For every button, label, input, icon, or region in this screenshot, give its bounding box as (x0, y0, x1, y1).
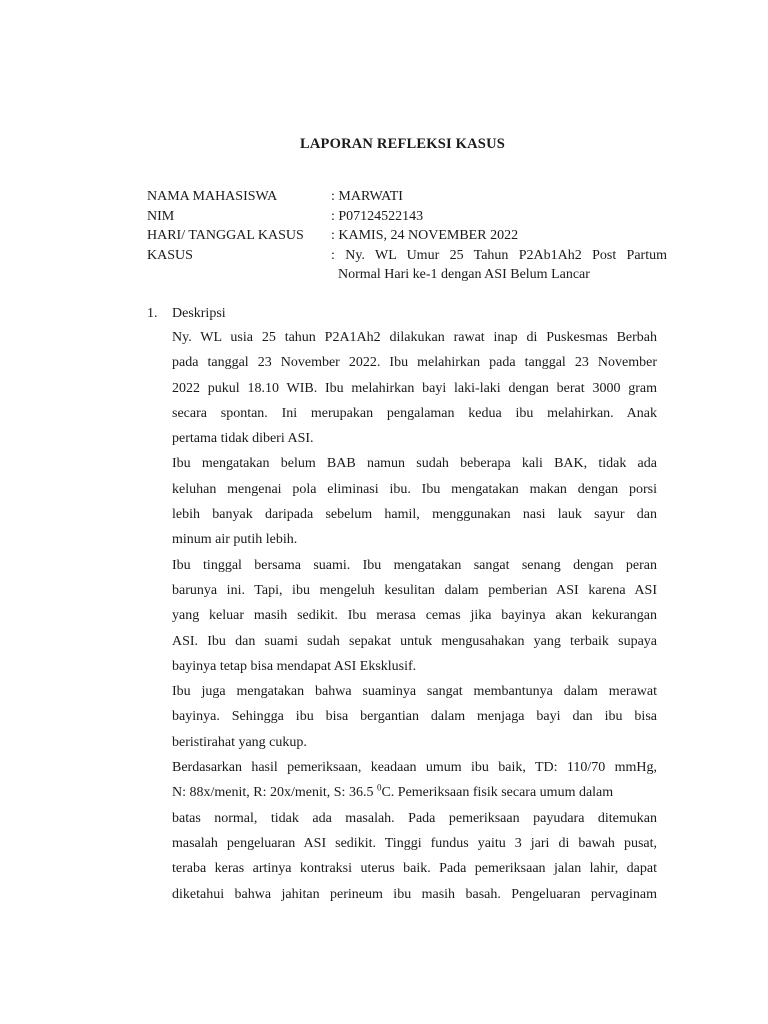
info-value: : P07124522143 (331, 208, 424, 224)
paragraph-line: yang keluar masih sedikit. Ibu merasa cemas jika bayinya akan kekurangan (172, 608, 657, 624)
paragraph-line: barunya ini. Tapi, ibu mengeluh kesulitan dalam pemberian ASI karena ASI (172, 582, 657, 598)
paragraph-line: minum air putih lebih. (172, 532, 298, 548)
info-label: NAMA MAHASISWA (147, 189, 278, 204)
paragraph-line: beristirahat yang cukup. (172, 734, 307, 750)
temperature-rest: C. Pemeriksaan fisik secara umum dalam (381, 785, 614, 801)
paragraph-line: ASI. Ibu dan suami sudah sepakat untuk mengusahakan yang terbaik supaya (172, 633, 657, 649)
paragraph-line: teraba keras artinya kontraksi uterus baik. Pada pemeriksaan jalan lahir, dapat (172, 861, 657, 877)
paragraph-line: bayinya. Sehingga ibu bisa bergantian dalam menjaga bayi dan ibu bisa (172, 709, 657, 725)
info-row-nim (147, 207, 667, 227)
info-label: NIM (147, 208, 175, 224)
info-row-case (147, 246, 667, 266)
paragraph-line: Ibu tinggal bersama suami. Ibu mengatakan sangat senang dengan peran (172, 557, 657, 573)
paragraph-line: Berdasarkan hasil pemeriksaan, keadaan umum ibu baik, TD: 110/70 mmHg, (172, 760, 657, 776)
info-value-continued: Normal Hari ke-1 dengan ASI Belum Lancar (338, 267, 590, 282)
paragraph-line: bayinya tetap bisa mendapat ASI Eksklusif. (172, 658, 417, 674)
degree-superscript: 0 (376, 782, 382, 793)
paragraph-line: 2022 pukul 18.10 WIB. Ibu melahirkan bayi laki-laki dengan berat 3000 gram (172, 380, 657, 396)
info-label: HARI/ TANGGAL KASUS (147, 228, 304, 243)
info-block (147, 187, 667, 285)
section-number: 1. (147, 306, 158, 321)
paragraph-line: Ibu juga mengatakan bahwa suaminya sangat membantunya dalam merawat (172, 684, 657, 700)
paragraph-line: Ny. WL usia 25 tahun P2A1Ah2 dilakukan rawat inap di Puskesmas Berbah (172, 330, 657, 345)
section-body (172, 325, 657, 907)
paragraph-line: keluhan mengenai pola eliminasi ibu. Ibu mengatakan makan dengan porsi (172, 481, 657, 497)
paragraph-line-temperature (172, 780, 657, 805)
paragraph-line: batas normal, tidak ada masalah. Pada pemeriksaan payudara ditemukan (172, 810, 657, 826)
info-value: : Ny. WL Umur 25 Tahun P2Ab1Ah2 Post Partum (331, 247, 667, 263)
document-title: LAPORAN REFLEKSI KASUS (299, 136, 506, 152)
info-row-case-cont (147, 265, 667, 285)
info-value: : KAMIS, 24 NOVEMBER 2022 (331, 228, 519, 243)
section-description (147, 304, 657, 907)
section-heading (147, 304, 657, 324)
temperature-text: N: 88x/menit, R: 20x/menit, S: 36.5 $^0$C. Pemeriksaan fisik secara umum dalam (172, 782, 614, 801)
paragraph-line: pertama tidak diberi ASI. (172, 431, 314, 447)
paragraph-line: secara spontan. Ini merupakan pengalaman kedua ibu melahirkan. Anak (172, 405, 657, 421)
info-value: : MARWATI (331, 189, 403, 204)
paragraph-line: diketahui bahwa jahitan perineum ibu masih basah. Pengeluaran pervaginam (172, 886, 657, 902)
info-label: KASUS (147, 247, 193, 263)
info-row-name (147, 187, 667, 207)
info-row-date (147, 226, 667, 246)
paragraph-line: Ibu mengatakan belum BAB namun sudah beberapa kali BAK, tidak ada (172, 456, 657, 472)
paragraph-line: lebih banyak daripada sebelum hamil, menggunakan nasi lauk sayur dan (172, 507, 657, 523)
paragraph-line: pada tanggal 23 November 2022. Ibu melahirkan pada tanggal 23 November (172, 355, 657, 371)
paragraph-line: masalah pengeluaran ASI sedikit. Tinggi fundus yaitu 3 jari di bawah pusat, (172, 835, 657, 851)
section-title: Deskripsi (172, 306, 226, 321)
